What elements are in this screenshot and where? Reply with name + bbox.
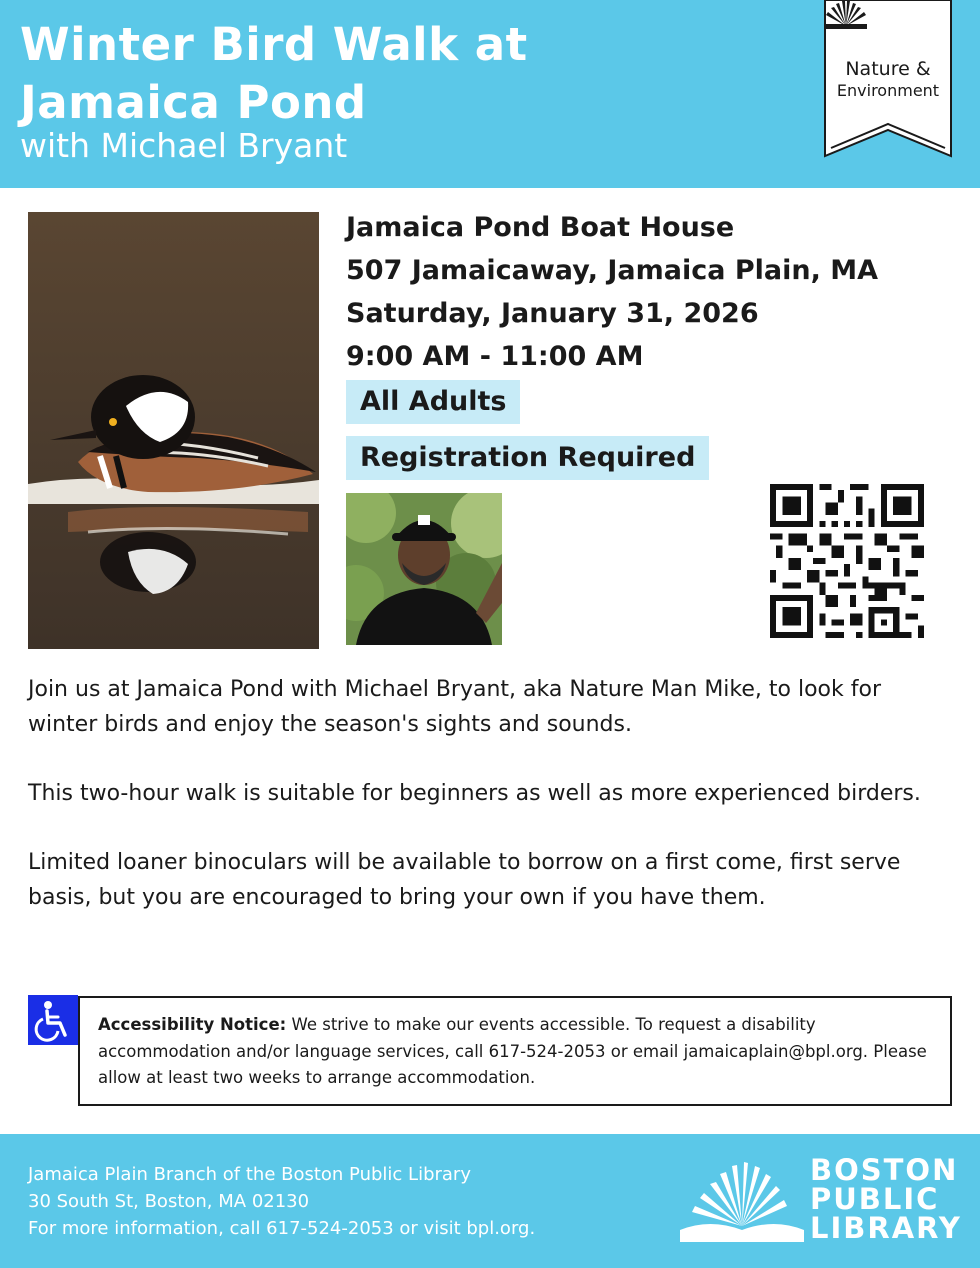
wheelchair-icon xyxy=(28,995,78,1045)
title-line-2: Jamaica Pond xyxy=(20,76,367,129)
event-date: Saturday, January 31, 2026 xyxy=(346,298,759,329)
michael-bryant-photo xyxy=(346,493,502,645)
footer-branch: Jamaica Plain Branch of the Boston Public Library xyxy=(28,1164,471,1185)
accessibility-body: We strive to make our events accessible. To request a disability accommodation and/or language services, call 617-524-2053 or email jamaicaplain@bpl.org. Please allow at least two weeks to arrange accommodation. xyxy=(98,1015,927,1087)
registration-tag: Registration Required xyxy=(346,436,709,480)
open-book-fan-icon xyxy=(823,0,869,32)
logo-word-boston: BOSTON xyxy=(810,1153,959,1187)
description-paragraph-2: This two-hour walk is suitable for beginners as well as more experienced birders. xyxy=(28,781,921,806)
footer-address: 30 South St, Boston, MA 02130 xyxy=(28,1191,310,1212)
category-ribbon xyxy=(823,0,953,160)
hooded-merganser-photo xyxy=(28,212,319,649)
accessibility-label: Accessibility Notice: xyxy=(98,1015,287,1034)
category-line-1: Nature & xyxy=(845,58,931,80)
event-location: Jamaica Pond Boat House xyxy=(346,212,735,243)
audience-tag: All Adults xyxy=(346,380,520,424)
description-paragraph-1: Join us at Jamaica Pond with Michael Bryant, aka Nature Man Mike, to look for winter birds and enjoy the season's sights and sounds. xyxy=(28,677,881,737)
header-banner xyxy=(0,0,980,188)
bpl-logo-icon xyxy=(680,1160,804,1244)
event-details xyxy=(346,206,878,378)
event-time: 9:00 AM - 11:00 AM xyxy=(346,341,644,372)
footer-contact xyxy=(28,1161,535,1242)
logo-word-public: PUBLIC xyxy=(810,1182,940,1216)
title-line-1: Winter Bird Walk at xyxy=(20,18,528,71)
event-address: 507 Jamaicaway, Jamaica Plain, MA xyxy=(346,255,879,286)
category-label xyxy=(823,58,953,102)
event-title xyxy=(20,16,528,132)
footer-info: For more information, call 617-524-2053 or visit bpl.org. xyxy=(28,1218,536,1239)
logo-word-library: LIBRARY xyxy=(810,1211,962,1245)
registration-qr-code[interactable] xyxy=(770,484,924,638)
category-line-2: Environment xyxy=(836,81,940,100)
bpl-logo-wordmark xyxy=(810,1153,962,1245)
accessibility-notice xyxy=(98,1012,934,1092)
description-paragraph-3: Limited loaner binoculars will be available to borrow on a first come, first serve basis, but you are encouraged to bring your own if you have them. xyxy=(28,850,901,910)
event-description xyxy=(28,672,948,949)
event-subtitle: with Michael Bryant xyxy=(20,126,348,165)
